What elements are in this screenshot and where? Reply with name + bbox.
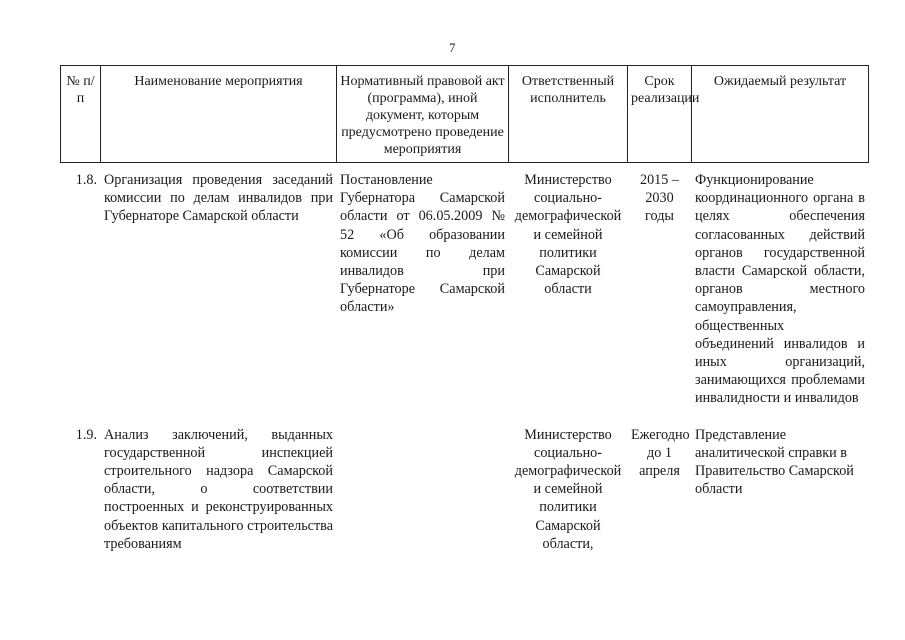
table-row <box>61 163 869 420</box>
page-number: 7 <box>449 40 456 55</box>
row-executor: Министерство социально-демографической и семейной политики Самарской области, <box>514 426 622 552</box>
row-name: Анализ заключений, выданных государственной инспекцией строительного надзора Самарской области, о соответствии построенных и реконструированных объектов капитального строительства требованиям <box>104 426 333 552</box>
row-act <box>337 420 509 553</box>
row-result: Функционирование координационного органа в целях обеспечения согласованных действий органов государственной власти Самарской области, органов местного самоуправления, общественных объединений инвалидов и иных организаций, занимающихся проблемами инвалидности и инвалидов <box>695 172 865 407</box>
row-term: 2015 – 2030 годы <box>639 172 679 225</box>
header-name: Наименование мероприятия <box>101 66 337 163</box>
header-term: Срок реализации <box>628 66 692 163</box>
measures-table <box>60 65 869 553</box>
row-result: Представление аналитической справки в Правительство Самарской области <box>695 426 854 498</box>
header-act: Нормативный правовой акт (программа), иной документ, которым предусмотрено проведение мероприятия <box>337 66 509 163</box>
row-executor: Министерство социально-демографической и семейной политики Самарской области <box>514 172 622 298</box>
row-number: 1.8. <box>75 172 97 188</box>
header-num: № п/п <box>61 66 101 163</box>
table-header-row <box>61 66 869 163</box>
row-term: Ежегодно до 1 апреля <box>631 426 690 480</box>
row-number: 1.9. <box>75 426 97 443</box>
header-result: Ожидаемый результат <box>692 66 869 163</box>
table-row <box>61 420 869 553</box>
row-name: Организация проведения заседаний комиссии по делам инвалидов при Губернаторе Самарской области <box>104 172 333 225</box>
row-act: Постановление Губернатора Самарской области от 06.05.2009 № 52 «Об образовании комиссии по делам инвалидов при Губернаторе Самарской области» <box>340 172 505 316</box>
header-executor: Ответственный исполнитель <box>509 66 628 163</box>
